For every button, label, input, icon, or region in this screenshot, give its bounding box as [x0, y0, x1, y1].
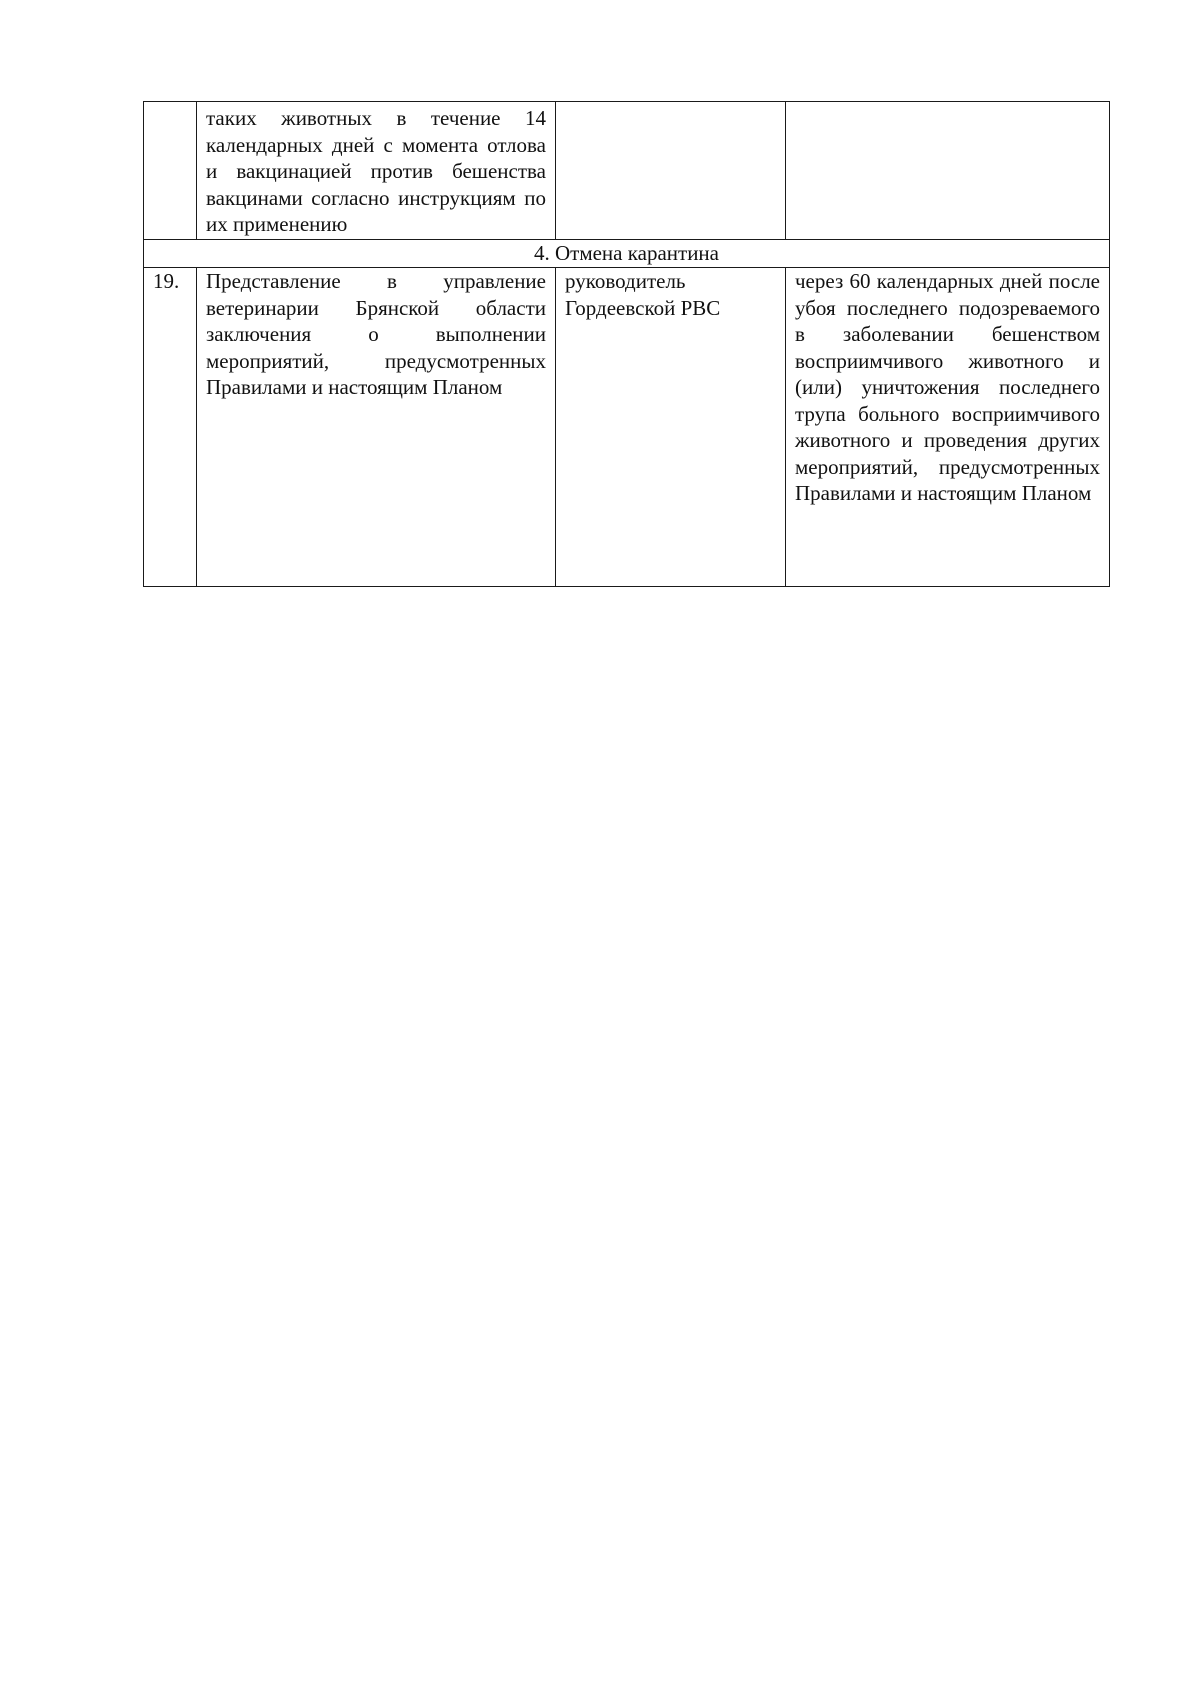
- responsible-cell: [556, 102, 786, 240]
- event-cell: Представление в управление ветеринарии Брянской области заключения о выполнении мероприятий, предусмотренных Правилами и настоящим Планом: [197, 268, 556, 587]
- section-header: 4. Отмена карантина: [144, 240, 1110, 268]
- quarantine-plan-table: [143, 101, 1110, 587]
- term-cell: [786, 102, 1110, 240]
- table-row: [144, 268, 1110, 587]
- responsible-cell: руководитель Гордеевской РВС: [556, 268, 786, 587]
- table-row: [144, 102, 1110, 240]
- term-cell: через 60 календарных дней после убоя последнего подозреваемого в заболевании бешенством восприимчивого животного и (или) уничтожения последнего трупа больного восприимчивого животного и проведения других мероприятий, предусмотренных Правилами и настоящим Планом: [786, 268, 1110, 587]
- row-number-cell: [144, 102, 197, 240]
- section-header-row: [144, 240, 1110, 268]
- row-number-cell: 19.: [144, 268, 197, 587]
- event-cell: таких животных в течение 14 календарных дней с момента отлова и вакцинацией против бешенства вакцинами согласно инструкциям по их применению: [197, 102, 556, 240]
